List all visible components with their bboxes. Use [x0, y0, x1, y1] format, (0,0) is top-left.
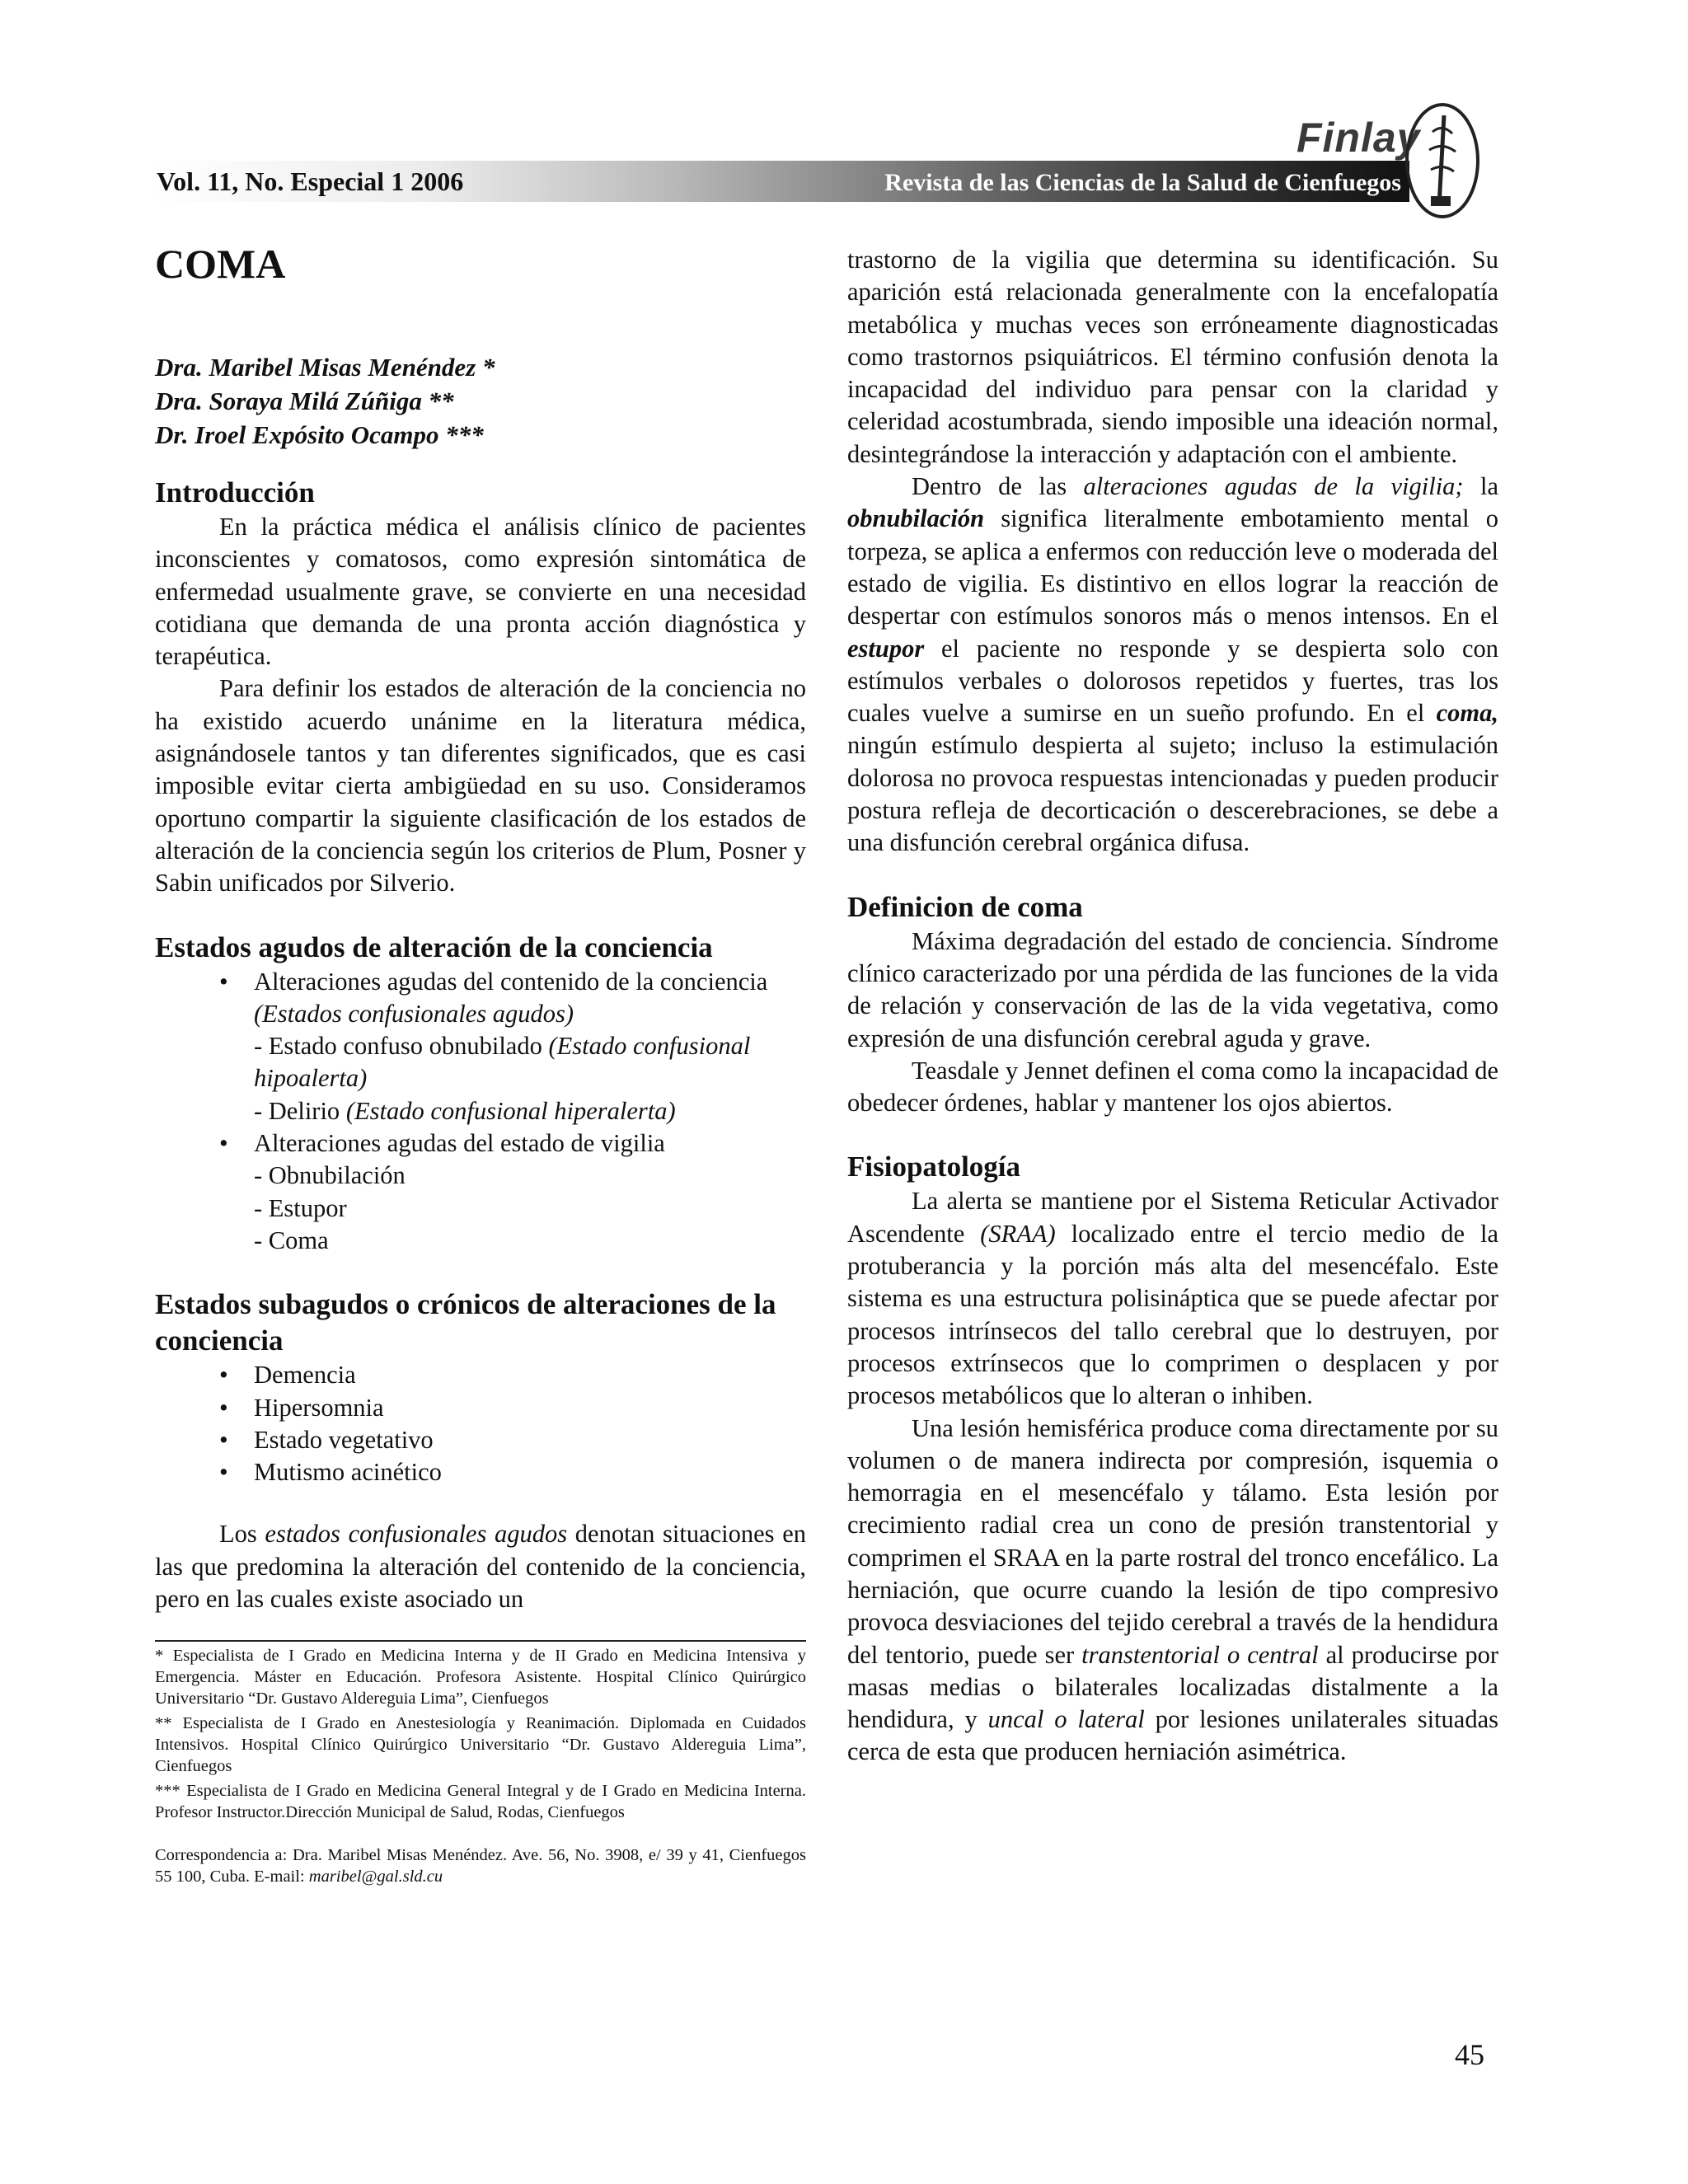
definition-heading: Definicion de coma: [847, 890, 1083, 923]
physiopathology-paragraph-2: Una lesión hemisférica produce coma directamente por su volumen o de manera indirecta por compresión, isquemia o hemorragia en el mesencéfalo y tálamo. Esta lesión por crecimiento radial crea un cono de presión transtentorial y comprimen el SRAA en la parte rostral del tronco encefálico. La herniación, que ocurre cuando la lesión de tipo compresivo provoca desviaciones del tejido cerebral a través de la hendidura del tentorio, puede ser transtentorial o central al producirse por masas medias o bilaterales localizadas distalmente a la hendidura, y uncal o lateral por lesiones unilaterales situadas cerca de esta que producen herniación asimétrica.: [847, 1413, 1499, 1766]
intro-heading: Introducción: [155, 476, 315, 509]
volume-label: Vol. 11, No. Especial 1 2006: [157, 166, 464, 196]
article-title: COMA: [155, 241, 286, 287]
sub-item-coma: - Coma: [254, 1226, 329, 1254]
journal-title: Revista de las Ciencias de la Salud de Cienfuegos: [884, 169, 1401, 196]
author-1: Dra. Maribel Misas Menéndez *: [155, 353, 495, 382]
finlay-emblem-icon: [1401, 99, 1484, 223]
acute-states-list: [155, 966, 806, 1031]
acute-states-heading: Estados agudos de alteración de la conciencia: [155, 930, 713, 963]
sub-item-delirio: - Delirio (Estado confusional hiperalerta): [254, 1096, 676, 1125]
vigilia-list: [155, 1127, 806, 1160]
list-item: • Hipersomnia: [155, 1392, 806, 1424]
list-item: • Mutismo acinético: [155, 1456, 806, 1488]
right-paragraph-2: Dentro de las alteraciones agudas de la vigilia; la obnubilación significa literalmente embotamiento mental o torpeza, se aplica a enfermos con reducción leve o moderada del estado de vigilia. Es distintivo en ellos lograr la reacción de despertar con estímulos sonoros más o menos intensos. En el estupor el paciente no responde y se despierta solo con estímulos verbales o dolorosos repetidos y fuertes, tras los cuales vuelve a sumirse en un sueño profundo. En el coma, ningún estímulo despierta al sujeto; incluso la estimulación dolorosa no provoca respuestas intencionadas y pueden producir postura refleja de decorticación o descerebraciones, se debe a una disfunción cerebral orgánica difusa.: [847, 472, 1499, 857]
author-list: [155, 350, 806, 452]
page-number: 45: [1455, 2038, 1484, 2071]
intro-paragraph-2: Para definir los estados de alteración de la conciencia no ha existido acuerdo unánime en la literatura médica, asignándosele tantos y tan diferentes significados, que es casi imposible evitar cierta ambigüedad en su uso. Consideramos oportuno compartir la siguiente clasificación de los estados de alteración de la conciencia según los criterios de Plum, Posner y Sabin unificados por Silverio.: [155, 674, 806, 898]
footnote-2: ** Especialista de I Grado en Anestesiología y Reanimación. Diplomada en Cuidados Intensivos. Hospital Clínico Quirúrgico Universitario “Dr. Gustavo Aldereguia Lima”, Cienfuegos: [155, 1714, 806, 1776]
sub-item-obnubilacion: - Obnubilación: [254, 1161, 406, 1190]
list-item: • Alteraciones agudas del estado de vigilia: [155, 1127, 806, 1160]
correspondence: Correspondencia a: Dra. Maribel Misas Menéndez. Ave. 56, No. 3908, e/ 39 y 41, Cienfuegos 55 100, Cuba. E-mail: maribel@gal.sld.cu: [155, 1846, 806, 1886]
author-3: Dr. Iroel Expósito Ocampo ***: [155, 420, 484, 449]
right-paragraph-1: trastorno de la vigilia que determina su identificación. Su aparición está relacionada generalmente con la encefalopatía metabólica y muchas veces son erróneamente diagnosticadas como trastornos psiquiátricos. El término confusión denota la incapacidad del individuo para pensar con la claridad y celeridad acostumbrada, siendo imposible una ideación normal, desintegrándose la interacción y adaptación con el ambiente.: [847, 246, 1498, 468]
list-item: • Estado vegetativo: [155, 1424, 806, 1456]
intro-paragraph-1: En la práctica médica el análisis clínico de pacientes inconscientes y comatosos, como expresión sintomática de enfermedad usualmente grave, se convierte en una necesidad cotidiana que demanda de una pronta acción diagnóstica y terapéutica.: [155, 513, 806, 671]
definition-paragraph-2: Teasdale y Jennet definen el coma como la incapacidad de obedecer órdenes, hablar y mantener los ojos abiertos.: [847, 1056, 1498, 1118]
physiopathology-paragraph-1: La alerta se mantiene por el Sistema Reticular Activador Ascendente (SRAA) localizado entre el tercio medio de la protuberancia y la porción más alta del mesencéfalo. Este sistema es una estructura polisináptica que se puede afectar por procesos intrínsecos del tallo cerebral que lo destruyen, por procesos extrínsecos que lo comprimen o desplacen y por procesos metabólicos que lo alteran o inhiben.: [847, 1187, 1498, 1410]
subacute-heading: Estados subagudos o crónicos de alteraciones de la conciencia: [155, 1288, 776, 1357]
left-column: [155, 239, 806, 1887]
definition-paragraph-1: Máxima degradación del estado de conciencia. Síndrome clínico caracterizado por una pérdida de las funciones de la vida de relación y conservación de las de la vida vegetativa, como expresión de una disfunción cerebral aguda y grave.: [847, 926, 1498, 1052]
author-2: Dra. Soraya Milá Zúñiga **: [155, 387, 454, 415]
sub-item-estupor: - Estupor: [254, 1193, 347, 1222]
footnote-1: * Especialista de I Grado en Medicina Interna y de II Grado en Medicina Intensiva y Emergencia. Máster en Educación. Profesora Asistente. Hospital Clínico Quirúrgico Universitario “Dr. Gustavo Aldereguia Lima”, Cienfuegos: [155, 1647, 806, 1708]
subacute-list: [155, 1359, 806, 1488]
finlay-logo-text: Finlay: [1296, 115, 1421, 161]
confusional-paragraph: Los estados confusionales agudos denotan situaciones en las que predomina la alteración del contenido de la conciencia, pero en las cuales existe asociado un: [155, 1520, 806, 1614]
right-column: [847, 244, 1498, 1769]
footnote-divider: [155, 1640, 806, 1642]
email-link[interactable]: maribel@gal.sld.cu: [308, 1868, 443, 1886]
footnote-3: *** Especialista de I Grado en Medicina General Integral y de I Grado en Medicina Interna. Profesor Instructor.Dirección Municipal de Salud, Rodas, Cienfuegos: [155, 1782, 806, 1822]
sub-item-obnubilado: - Estado confuso obnubilado (Estado confusional hipoalerta): [254, 1032, 751, 1093]
list-item: • Demencia: [155, 1359, 806, 1391]
list-item: • Alteraciones agudas del contenido de la conciencia (Estados confusionales agudos): [155, 966, 806, 1031]
physiopathology-heading: Fisiopatología: [847, 1151, 1021, 1183]
